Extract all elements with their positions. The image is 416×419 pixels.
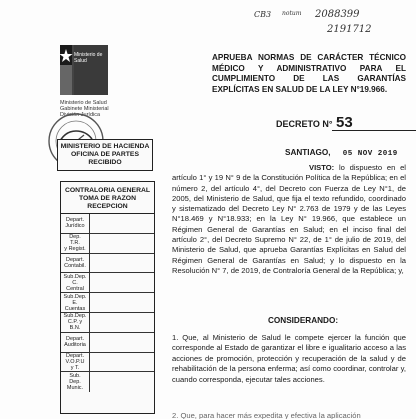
contraloria-row-value xyxy=(90,333,154,352)
date-line xyxy=(285,148,398,158)
visto-lead: lo dispuesto en el artículo xyxy=(172,163,406,183)
contraloria-row-label-line: V.O.P.U xyxy=(65,358,85,365)
decree-title: APRUEBA NORMAS DE CARÁCTER TÉCNICO MÉDICO Y ADMINISTRATIVO PARA EL CUMPLIMIENTO DE LAS GARANTÍAS EXPLÍCITAS EN SALUD DE LA LEY N°19.966. xyxy=(212,53,406,94)
ministry-logo-line: Ministerio de xyxy=(74,52,103,58)
contraloria-row-label-line: Depart. xyxy=(65,217,85,224)
contraloria-row-value xyxy=(90,234,154,253)
contraloria-row xyxy=(61,214,154,234)
contraloria-row-label xyxy=(61,234,90,253)
contraloria-rows xyxy=(61,214,154,392)
contraloria-row-label-line: Cuentas xyxy=(64,305,86,312)
contraloria-row-label xyxy=(61,333,90,352)
contraloria-row xyxy=(61,313,154,333)
contraloria-row-label xyxy=(61,214,90,233)
contraloria-row-value xyxy=(90,293,154,312)
considerando-item-2: 2. Que, para hacer más expedita y efectiva la aplicación xyxy=(172,411,361,419)
visto-body: 1° y 19 N° 9 de la Constitución Política de la República; en el número 2, del artículo 4°, del Decreto con Fuerza de Ley N°1, de 2005, del Ministerio de Salud, que fija el texto refundido, coordinado y sistematizado del Decreto Ley N° 2.763 de 1979 y de las Leyes N°18.469 y N°18.933; en la Ley N° 19.966, que establece un Régimen General de Garantías en Salud; en el inciso final del artículo 2°, del Decreto Supremo N° 22, de 1° de julio de 2019, del Ministerio de Salud, que aprueba Garantías Explícitas en Salud del Régimen General de Garantías en Salud; y lo dispuesto en la Resolución N° 7, de 2019, de Contraloría General de la República; y, xyxy=(172,173,406,275)
contraloria-row xyxy=(61,234,154,254)
visto-keyword: VISTO: xyxy=(309,163,335,172)
decree-number: 53 xyxy=(336,114,353,131)
contraloria-row-value xyxy=(90,254,154,273)
contraloria-row-value xyxy=(90,372,154,392)
contraloria-row-label-line: Sub.Dep. xyxy=(63,293,87,300)
contraloria-row-label xyxy=(61,293,90,312)
contraloria-row xyxy=(61,333,154,353)
stamp-line: OFICINA DE PARTES xyxy=(71,151,139,158)
contraloria-row-label-line: Depart. xyxy=(65,256,85,263)
contraloria-row-label-line: E. xyxy=(72,299,78,306)
contraloria-row-label-line: C. xyxy=(72,279,78,286)
contraloria-row-label-line: y T. xyxy=(70,364,80,371)
contraloria-row-label-line: Sub. xyxy=(69,373,81,380)
hacienda-received-stamp xyxy=(57,139,153,171)
considerando-item-1: 1. Que, al Ministerio de Salud le compete ejercer la función que corresponde al Estado de garantizar el libre e igualitario acceso a las acciones de promoción, protección y recuperación de la salud y de rehabilitación de la persona enferma; así como coordinar, controlar y, cuando corresponda, ejecutar tales acciones. xyxy=(172,333,406,384)
contraloria-row xyxy=(61,293,154,313)
contraloria-row-label-line: Sub.Dep. xyxy=(63,273,87,280)
contraloria-row-label-line: Dep. xyxy=(69,379,81,386)
handwritten-number-1: 2088399 xyxy=(315,9,360,20)
contraloria-row-value xyxy=(90,313,154,332)
date-stamp: 05 NOV 2019 xyxy=(342,150,398,158)
contraloria-row-label xyxy=(61,254,90,273)
contraloria-row-label-line: T.R. xyxy=(70,240,80,247)
contraloria-row-label-line: Contabil. xyxy=(64,262,86,269)
contraloria-header-line: TOMA DE RAZON xyxy=(78,195,137,202)
ministry-line: Ministerio de Salud xyxy=(60,100,107,106)
ministry-line: Gabinete Ministerial xyxy=(60,106,109,113)
contraloria-row-label-line: Jurídico xyxy=(65,223,85,230)
visto-paragraph xyxy=(172,163,406,276)
date-place: SANTIAGO, xyxy=(285,148,331,157)
contraloria-row-label-line: Depart. xyxy=(65,352,85,359)
contraloria-row-label-line: C.P. y xyxy=(67,319,83,326)
ministry-logo-line: Salud xyxy=(74,58,87,64)
stamp-line: MINISTERIO DE HACIENDA xyxy=(60,143,150,150)
stamp-line: RECIBIDO xyxy=(88,159,122,166)
contraloria-row-value xyxy=(90,273,154,292)
contraloria-row-label-line: y Regist. xyxy=(64,246,86,253)
contraloria-row-label-line: B.N. xyxy=(69,325,81,332)
contraloria-row-label xyxy=(61,313,90,332)
contraloria-header xyxy=(61,182,154,214)
considerando-heading: CONSIDERANDO: xyxy=(268,316,339,325)
contraloria-row-label-line: Depart. xyxy=(65,336,85,343)
decree-number-line xyxy=(276,114,353,131)
contraloria-reception-box xyxy=(60,181,155,414)
contraloria-row-label-line: Sub.Dep. xyxy=(63,313,87,320)
contraloria-row-label xyxy=(61,273,90,292)
contraloria-row xyxy=(61,273,154,293)
decree-label: DECRETO N° xyxy=(276,119,333,129)
contraloria-header-line: CONTRALORIA GENERAL xyxy=(64,187,151,194)
contraloria-row xyxy=(61,353,154,373)
ministry-logo-label xyxy=(74,52,102,64)
contraloria-row-label-line: Munic. xyxy=(66,385,84,392)
decree-underline xyxy=(332,130,416,131)
handwritten-code: CB3 xyxy=(254,10,272,19)
contraloria-row xyxy=(61,372,154,392)
contraloria-row-label-line: Auditoria xyxy=(64,342,86,349)
handwritten-annotations xyxy=(254,10,394,42)
contraloria-row-value xyxy=(90,214,154,233)
contraloria-row-label xyxy=(61,353,90,372)
handwritten-number-2: 2191712 xyxy=(327,24,372,35)
contraloria-row-label xyxy=(61,372,90,392)
contraloria-row-value xyxy=(90,353,154,372)
contraloria-row-label-line: Central xyxy=(66,285,84,292)
handwritten-note: notum xyxy=(282,10,302,17)
contraloria-row xyxy=(61,254,154,274)
contraloria-row-label-line: Dep. xyxy=(69,234,81,241)
ministry-line: División Jurídica xyxy=(60,112,101,119)
contraloria-header-line: RECEPCION xyxy=(87,203,128,210)
